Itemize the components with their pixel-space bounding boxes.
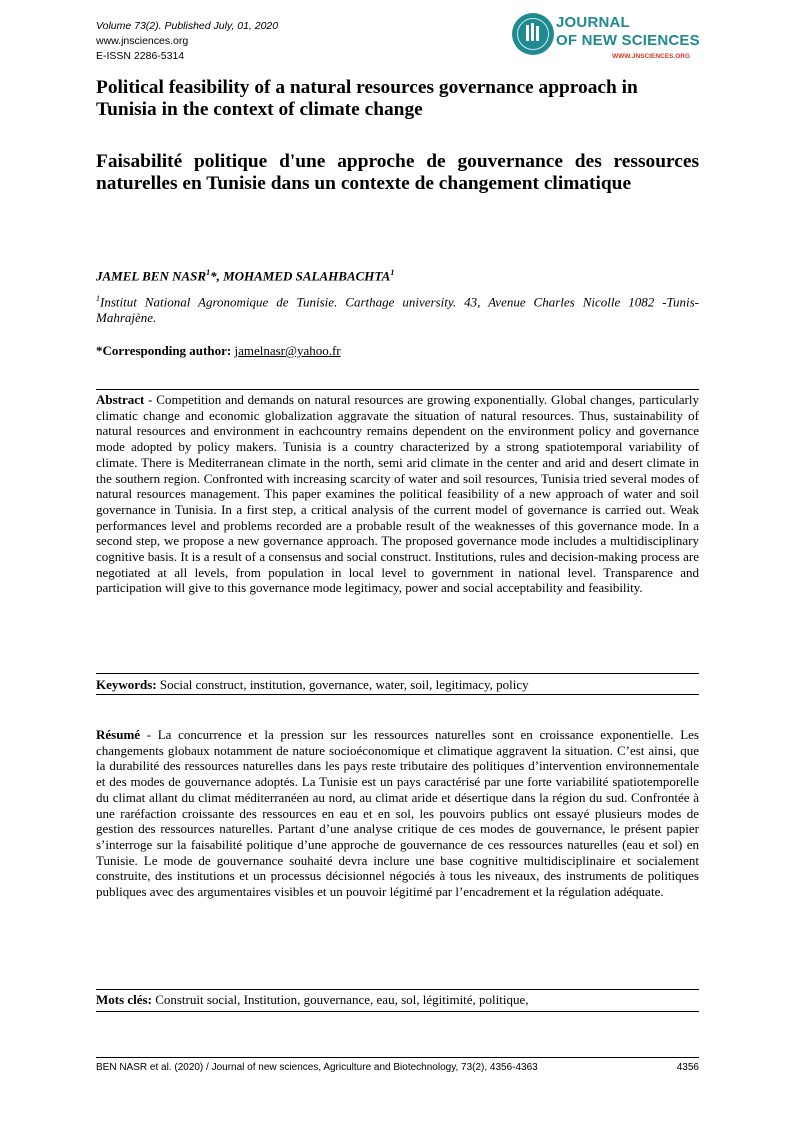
abstract-text: - Competition and demands on natural resources are growing exponentially. Global changes, particularly climatic change and economic globalization aggravate the situation of natural resources. Thus, sustainability of natural resources and environment in eachcountry remains dependent on the environment policy and governance mode adopted by policy makers. Tunisia is a country characterized by a strong spatiotemporal variability of climate. There is Mediterranean climate in the north, semi arid climate in the center and arid and desert climate in the southern region. Confronted with increasing scarcity of water and soil resources, Tunisia tried several modes of natural resources management. This paper examines the political feasibility of a new approach of water and soil governance in Tunisia. In a first step, a critical analysis of the current model of governance is carried out. Weak performances level and problems recorded are a probable result of the weaknesses of this governance mode. In a second step, we propose a new governance approach. The proposed governance mode includes a multidisciplinary cognitive basis. It is a result of a consensus and social construct. Institutions, rules and decision-making process are negotiated at all levels, from population in local level to government in national level. Transparence and participation will give to this governance mode legitimacy, power and social acceptability and feasibility. (96, 392, 699, 596)
logo-emblem-icon (512, 13, 554, 55)
abstract-label: Abstract (96, 392, 145, 407)
author-1: JAMEL BEN NASR (96, 268, 207, 284)
mots-cles-top-rule (96, 989, 699, 990)
journal-website: www.jnsciences.org (96, 35, 189, 47)
footer (96, 1062, 699, 1073)
keywords: Keywords: Social construct, institution, governance, water, soil, legitimacy, policy (96, 677, 529, 692)
author-email-link[interactable]: jamelnasr@yahoo.fr (234, 343, 341, 358)
logo-url: WWW.JNSCIENCES.ORG (612, 53, 691, 60)
mots-cles-bottom-rule (96, 1011, 699, 1012)
author-2: MOHAMED SALAHBACHTA (223, 268, 391, 284)
footer-rule (96, 1057, 699, 1058)
affiliation: $^1$Institut National Agronomique de Tunisie. Carthage university. 43, Avenue Charles Nicolle 1082 -Tunis- Mahrajène. (96, 294, 699, 326)
page-number: 4356 (676, 1062, 699, 1073)
logo-line2: OF NEW SCIENCES (556, 32, 700, 49)
resume (96, 727, 699, 900)
title-english: Political feasibility of a natural resources governance approach in Tunisia in the context of climate change (96, 77, 638, 120)
keywords-top-rule (96, 673, 699, 674)
volume-info: Volume 73(2). Published July, 01, 2020 (96, 20, 279, 32)
issn: E-ISSN 2286-5314 (96, 50, 185, 62)
mots-cles: Mots clés: Construit social, Institution, gouvernance, eau, sol, légitimité, politique, (96, 992, 529, 1007)
footer-citation: BEN NASR et al. (2020) / Journal of new sciences, Agriculture and Biotechnology, 73(2), 4356-4363 (96, 1062, 538, 1073)
title-french: Faisabilité politique d'une approche de gouvernance des ressources naturelles en Tunisie dans un contexte de changement climatique (96, 151, 699, 194)
abstract (96, 392, 699, 596)
resume-text: - La concurrence et la pression sur les ressources naturelles sont en croissance exponentielle. Les changements globaux notamment de nature socioéconomique et climatique aggravent la situation. C’est ainsi, que la durabilité des ressources naturelles dans les pays reste tributaire des politiques d’intervention environnementale et des modes de gouvernance adoptés. La Tunisie est un pays caractérisé par une forte variabilité spatiotemporelle du climat allant du climat méditerranéen au nord, au climat aride et désertique dans la région du sud. Confrontée à une raréfaction croissante des ressources en eau et en sol, les pouvoirs publics ont essayé plusieurs modes de gestion des ressources naturelles. Partant d’une analyse critique de ces modes de gouvernance, le présent papier s’interroge sur la faisabilité politique d’une approche de gouvernance de ces ressources naturelles (eau et sol) en Tunisie. Le mode de gouvernance souhaité devra inclure une base cognitive multidisciplinaire et socialement construite, des institutions et un processus décisionnel négociés à tous les niveaux, des instruments de politiques publiques avec des argumentaires visibles et un pouvoir légitimé par l’encadrement et la régulation adéquate. (96, 727, 699, 900)
logo-line1: JOURNAL (556, 14, 630, 31)
abstract-top-rule (96, 389, 699, 390)
keywords-bottom-rule (96, 694, 699, 695)
resume-label: Résumé (96, 727, 141, 742)
corresponding-author: *Corresponding author: jamelnasr@yahoo.fr (96, 343, 341, 358)
journal-logo (512, 13, 702, 65)
authors: JAMEL BEN NASR$^1$*, MOHAMED SALAHBACHTA$^1$ (96, 268, 395, 284)
